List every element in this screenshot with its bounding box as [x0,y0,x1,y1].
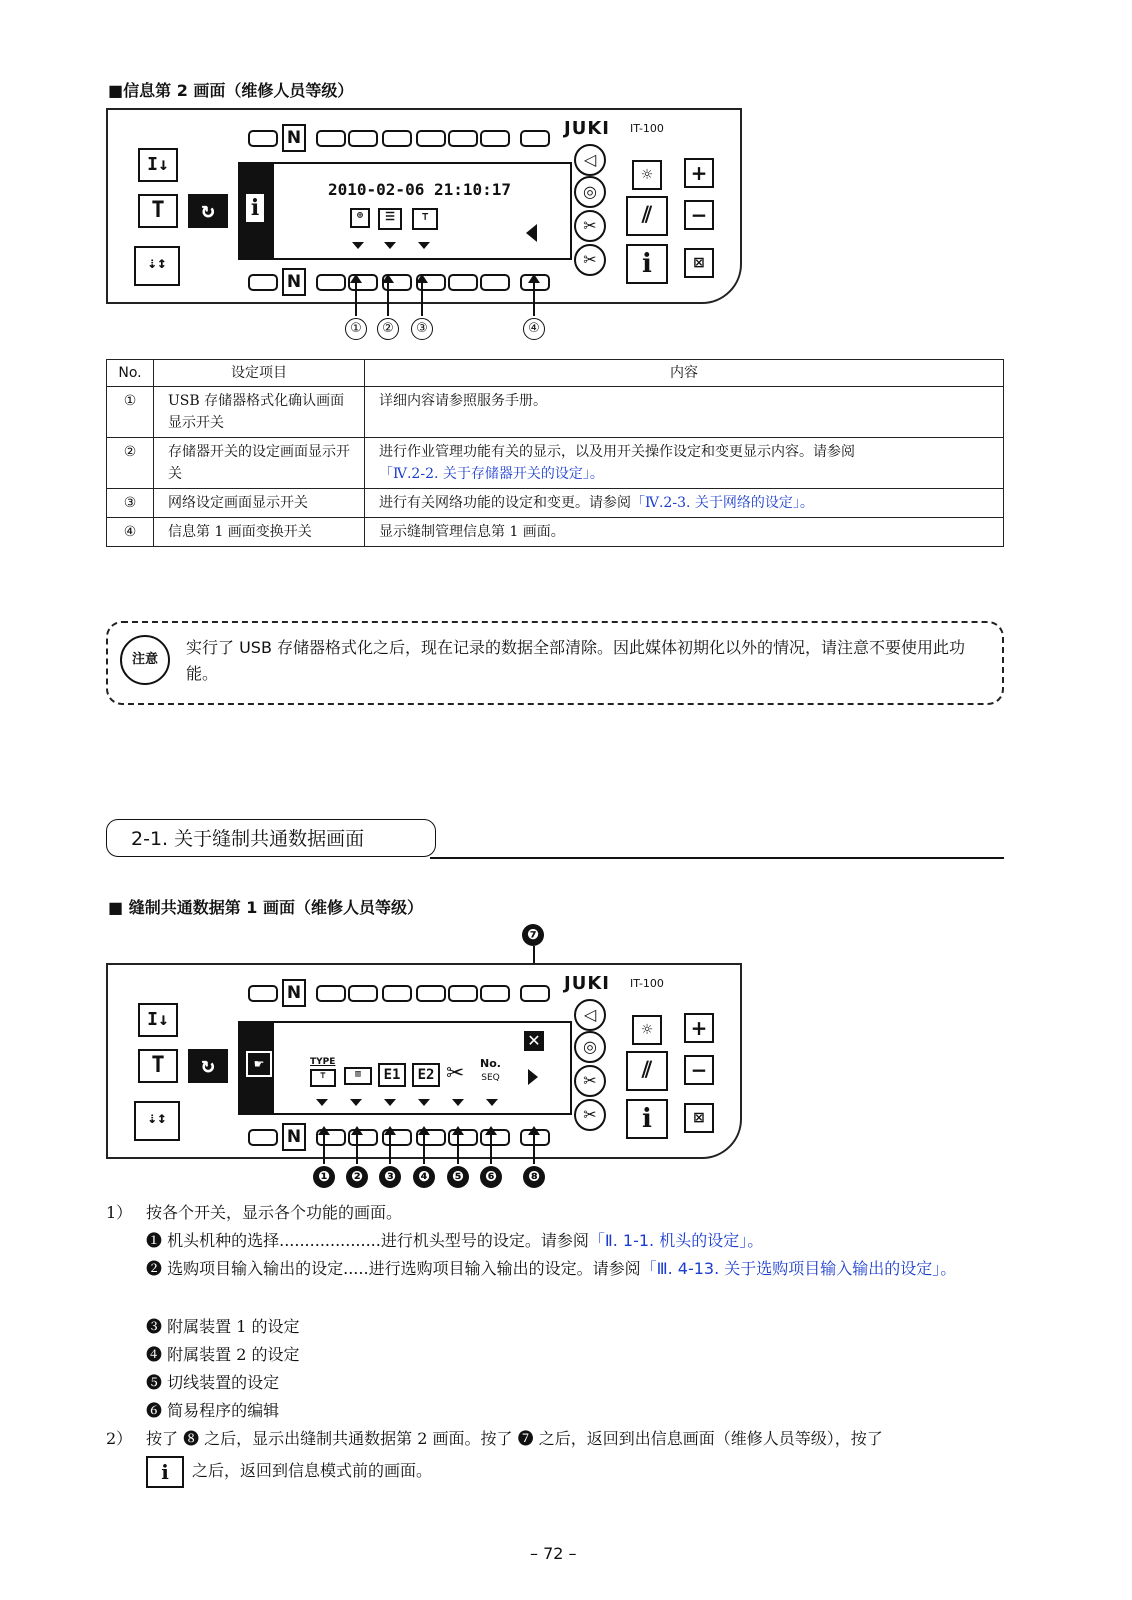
callout-arrow-3 [389,1128,391,1164]
callout-arrow-2 [387,276,389,316]
table-row [107,387,1004,438]
item-ref-link[interactable]: 「Ⅱ. 1-1. 机头的设定」。 [588,1231,764,1250]
callout-arrow-3 [421,276,423,316]
brand-logo: JUKI [564,118,610,139]
callout-4: ④ [523,318,545,340]
step1-number: 1） [106,1203,133,1222]
close-icon: ✕ [524,1031,544,1051]
top-slot-6[interactable] [448,985,478,1002]
minus-button[interactable]: − [684,200,714,230]
lcd-pointer-2 [350,1099,362,1106]
row-content-text: 进行作业管理功能有关的显示，以及用开关操作设定和变更显示内容。请参阅 [379,444,855,460]
model-label: IT-100 [630,977,664,990]
plus-button[interactable]: + [684,1013,714,1043]
caution-note [106,621,1004,705]
top-key-n[interactable]: Ν [282,979,306,1007]
lcd-pointer-6 [486,1099,498,1106]
thread-trimmer-icon: ✂ [446,1061,465,1086]
row-item: USB 存储器格式化确认画面显示开关 [154,387,365,438]
light-icon[interactable]: ☼ [632,160,662,190]
row-no: ② [107,438,154,489]
top-slot-7[interactable] [480,130,510,147]
network-icon: ⊤ [412,208,438,230]
no-label: No. [480,1057,501,1070]
slash-button[interactable]: ⫽ [626,196,668,236]
callout-filled-5: ❺ [447,1166,469,1188]
item-dots: ..... [343,1259,369,1278]
row-no: ① [107,387,154,438]
bottom-slot-1[interactable] [248,1129,278,1146]
threader-key[interactable]: ⇣↕ [134,1101,180,1141]
item-mark: ❷ [146,1259,163,1278]
wiper-icon[interactable]: ◁ [574,999,606,1031]
trim-off-icon[interactable]: ✂ [574,244,606,276]
callout-arrow-1 [355,276,357,316]
item-mark: ❻ [146,1401,163,1420]
minus-button[interactable]: − [684,1055,714,1085]
callout-filled-3: ❸ [379,1166,401,1188]
callout-arrow-6 [490,1128,492,1164]
t-key[interactable]: T [138,1049,178,1083]
step1-text: 按各个开关，显示各个功能的画面。 [146,1203,403,1222]
item-label: 机头机种的选择 [167,1231,280,1250]
memory-switch-icon: ☰ [378,208,402,230]
callout-arrow-5 [457,1128,459,1164]
wiper-icon[interactable]: ◁ [574,144,606,176]
list-item [146,1400,279,1422]
section-rule [430,857,1004,859]
row-content [365,489,1004,518]
callout-arrow-8 [533,1128,535,1164]
top-slot-4[interactable] [382,985,412,1002]
step2-continued: 之后，返回到信息模式前的画面。 [192,1461,433,1480]
caution-icon: 注意 [120,635,170,685]
section1-heading: ■信息第 2 画面（维修人员等级） [108,81,354,100]
info-button[interactable]: i [626,244,668,284]
seq-label: SEQ [481,1073,500,1083]
sewing-data-icon: ☛ [246,1051,272,1077]
lcd-side-bar [240,164,274,258]
reset-key[interactable]: ↻ [188,194,228,228]
row-content-ref-link[interactable]: 「Ⅳ.2-3. 关于网络的设定」。 [631,495,814,511]
page-number: – 72 – [530,1544,577,1563]
callout-filled-1: ❶ [313,1166,335,1188]
settings-table [106,359,1004,547]
machine-head-icon: ⊤ [310,1069,336,1087]
table-row [107,518,1004,547]
threader-key[interactable]: ⇣↕ [134,246,180,286]
callout-filled-8: ❽ [523,1166,545,1188]
list-item [146,1258,996,1280]
row-content: 详细内容请参照服务手册。 [365,387,1004,438]
list-item [146,1316,299,1338]
callout-3: ③ [411,318,433,340]
bottom-slot-2[interactable] [316,274,346,291]
item-label: 附属装置 1 的设定 [167,1317,300,1336]
item-label: 简易程序的编辑 [167,1401,280,1420]
item-desc: 进行机头型号的设定。请参阅 [380,1231,589,1250]
list-item [146,1372,279,1394]
ready-key[interactable]: I↓ [138,148,178,182]
reset-key[interactable]: ↻ [188,1049,228,1083]
lcd-pointer-1 [316,1099,328,1106]
callout-arrow-4 [533,276,535,316]
model-label: IT-100 [630,122,664,135]
info-button[interactable]: i [626,1099,668,1139]
item-label: 选购项目输入输出的设定 [167,1259,344,1278]
row-item: 信息第 1 画面变换开关 [154,518,365,547]
top-slot-2[interactable] [316,130,346,147]
table-row [107,489,1004,518]
callout-arrow-2 [356,1128,358,1164]
callout-filled-4: ❹ [413,1166,435,1188]
table-header-content: 内容 [365,360,1004,387]
lcd-pointer-1 [352,242,364,249]
type-label: TYPE [310,1057,336,1067]
top-slot-2[interactable] [316,985,346,1002]
top-slot-8[interactable] [520,985,550,1002]
io-option-icon: ▥ [344,1067,372,1085]
step2-text: 按了 ❽ 之后，显示出缝制共通数据第 2 画面。按了 ❼ 之后，返回到出信息画面（维修人员等级），按了 [146,1429,883,1448]
row-item: 网络设定画面显示开关 [154,489,365,518]
lcd-pointer-2 [384,242,396,249]
lcd-pointer-4 [418,1099,430,1106]
section2-heading: ■ 缝制共通数据第 1 画面（维修人员等级） [108,898,423,917]
row-content-ref-link[interactable]: 「Ⅳ.2-2. 关于存储器开关的设定」。 [379,466,604,482]
top-slot-6[interactable] [448,130,478,147]
bottom-slot-6[interactable] [448,274,478,291]
callout-1: ① [345,318,367,340]
row-item: 存储器开关的设定画面显示开关 [154,438,365,489]
lcd-datetime: 2010-02-06 21:10:17 [328,180,512,199]
list-item [146,1344,299,1366]
top-slot-8[interactable] [520,130,550,147]
lcd-pointer-5 [452,1099,464,1106]
info-icon: i [246,194,264,222]
bottom-slot-7[interactable] [480,274,510,291]
item-desc: 进行选购项目输入输出的设定。请参阅 [368,1259,641,1278]
lcd-screen [238,1021,572,1115]
item-label: 切线装置的设定 [167,1373,280,1392]
section-tab-title: 2-1. 关于缝制共通数据画面 [106,819,436,857]
trim-off-icon[interactable]: ✂ [574,1099,606,1131]
top-slot-3[interactable] [348,985,378,1002]
item-mark: ❶ [146,1231,163,1250]
counter-icon[interactable]: ⊠ [684,1103,714,1133]
item-dots: .................... [279,1231,381,1250]
top-slot-5[interactable] [416,985,446,1002]
table-header-item: 设定项目 [154,360,365,387]
spiral-icon[interactable]: ◎ [574,176,606,208]
top-slot-5[interactable] [416,130,446,147]
callout-arrow-4 [423,1128,425,1164]
lcd-pointer-3 [384,1099,396,1106]
callout-filled-6: ❻ [480,1166,502,1188]
lcd-side-bar [240,1023,274,1113]
list-item [146,1230,763,1252]
row-no: ③ [107,489,154,518]
callout-2: ② [377,318,399,340]
top-key-n[interactable]: Ν [282,124,306,152]
item-mark: ❺ [146,1373,163,1392]
slash-button[interactable]: ⫽ [626,1051,668,1091]
usb-format-icon: ⊕ [350,208,370,228]
bottom-key-n[interactable]: N [282,1123,306,1151]
row-no: ④ [107,518,154,547]
plus-button[interactable]: + [684,158,714,188]
callout-7: ❼ [522,924,544,946]
right-arrow-icon [528,1069,538,1085]
item-mark: ❸ [146,1317,163,1336]
callout-arrow-1 [323,1128,325,1164]
brand-logo: JUKI [564,973,610,994]
row-content-text: 进行有关网络功能的设定和变更。请参阅 [379,495,631,511]
thread-trim-icon[interactable]: ✂ [574,210,606,242]
ready-key[interactable]: I↓ [138,1003,178,1037]
lcd-screen [238,162,572,260]
table-header-no: No. [107,360,154,387]
item-mark: ❹ [146,1345,163,1364]
device-e2-icon: E2 [412,1063,440,1087]
spiral-icon[interactable]: ◎ [574,1031,606,1063]
left-arrow-icon [526,224,537,242]
top-slot-1[interactable] [248,985,278,1002]
table-row [107,438,1004,489]
step2-number: 2） [106,1429,133,1448]
light-icon[interactable]: ☼ [632,1015,662,1045]
top-slot-3[interactable] [348,130,378,147]
bottom-slot-1[interactable] [248,274,278,291]
t-key[interactable]: T [138,194,178,228]
simple-program-icon [480,1057,501,1083]
lcd-pointer-3 [418,242,430,249]
info-key-icon: i [146,1456,184,1488]
counter-icon[interactable]: ⊠ [684,248,714,278]
top-slot-4[interactable] [382,130,412,147]
item-ref-link[interactable]: 「Ⅲ. 4-13. 关于选购项目输入输出的设定」。 [640,1259,957,1278]
top-slot-1[interactable] [248,130,278,147]
device-e1-icon: E1 [378,1063,406,1087]
callout-filled-2: ❷ [346,1166,368,1188]
row-content: 显示缝制管理信息第 1 画面。 [365,518,1004,547]
item-label: 附属装置 2 的设定 [167,1345,300,1364]
thread-trim-icon[interactable]: ✂ [574,1065,606,1097]
caution-text: 实行了 USB 存储器格式化之后，现在记录的数据全部清除。因此媒体初期化以外的情况，请注意不要使用此功能。 [186,638,966,683]
bottom-key-n[interactable]: N [282,268,306,296]
row-content [365,438,1004,489]
top-slot-7[interactable] [480,985,510,1002]
